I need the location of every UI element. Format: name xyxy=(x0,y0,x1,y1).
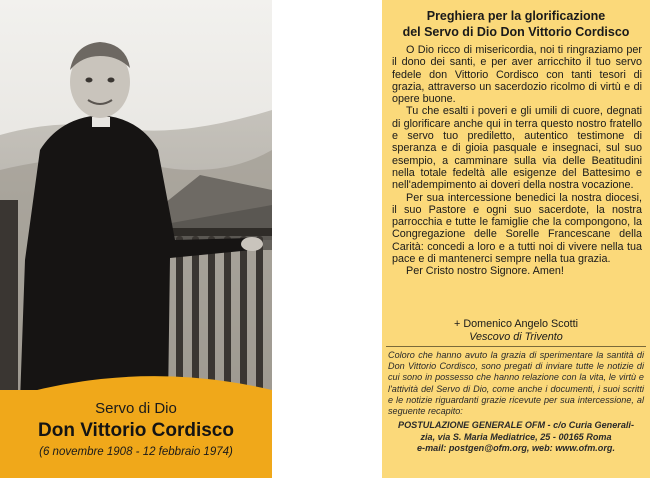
divider xyxy=(386,346,646,347)
caption-dates: (6 novembre 1908 - 12 febbraio 1974) xyxy=(39,446,233,458)
prayer-paragraph: Tu che esalti i poveri e gli umili di cuore, degnati di glorificare anche qui in terra questo nostro fratello e servo tuo prediletto, autentico testimone di speranza e di gioia pasquale e insegnaci, sul suo esempio, a camminare sulla via delle Beatitudini nella totale fedeltà alle esigenze del Battesimo e nell'adempimento ai doveri della nostra vocazione. xyxy=(392,105,642,192)
postulation-line-1: POSTULAZIONE GENERALE OFM - c/o Curia Generali- xyxy=(398,420,634,430)
signature-name: + Domenico Angelo Scotti xyxy=(454,318,578,330)
notice-text: Coloro che hanno avuto la grazia di sperimentare la santità di Don Vittorio Cordisco, sono pregati di inviare tutte le notizie di cui sono in possesso che hanno relazione con la vita, le virtù e l'attività del Servo di Dio, come anche i documenti, i suoi scritti e le notizie riguardanti grazie ricevute per sua intercessione, al seguente recapito: xyxy=(388,350,644,417)
panel-gap xyxy=(272,0,382,478)
prayer-paragraph: O Dio ricco di misericordia, noi ti ringraziamo per il dono dei santi, e per aver arricchito il tuo servo fedele don Vittorio Cordisco con tanti tesori di grazia, attraverso un sacerdozio ricolmo di virtù e di opere buone. xyxy=(392,44,642,106)
prayer-text xyxy=(392,44,642,278)
prayer-title-line-1: Preghiera per la glorificazione xyxy=(426,9,606,23)
prayer-amen: Per Cristo nostro Signore. Amen! xyxy=(406,265,564,278)
portrait-photo xyxy=(0,0,272,402)
prayer-title-line-2: del Servo di Dio Don Vittorio Cordisco xyxy=(402,25,630,39)
caption-subtitle: Servo di Dio xyxy=(95,400,177,417)
caption-band xyxy=(0,390,272,478)
postulation-address xyxy=(382,420,650,455)
postulation-line-3: e-mail: postgen@ofm.org, web: www.ofm.org. xyxy=(417,443,615,453)
portrait-panel xyxy=(0,0,272,478)
prayer-panel xyxy=(382,0,650,478)
prayer-title xyxy=(382,8,650,40)
signature xyxy=(382,318,650,344)
caption-name: Don Vittorio Cordisco xyxy=(38,420,234,441)
postulation-line-2: zia, via S. Maria Mediatrice, 25 - 00165 Roma xyxy=(420,431,612,442)
prayer-paragraph: Per sua intercessione benedici la nostra diocesi, il suo Pastore e ogni suo sacerdote, la nostra parrocchia e tutte le famiglie che la compongono, la Congregazione delle Sorelle Francescane della Carità: concedi a loro e a tutti noi di vivere nella tua pace e di mantenerci sempre nella tua grazia. xyxy=(392,191,642,266)
signature-role: Vescovo di Trivento xyxy=(469,331,563,343)
